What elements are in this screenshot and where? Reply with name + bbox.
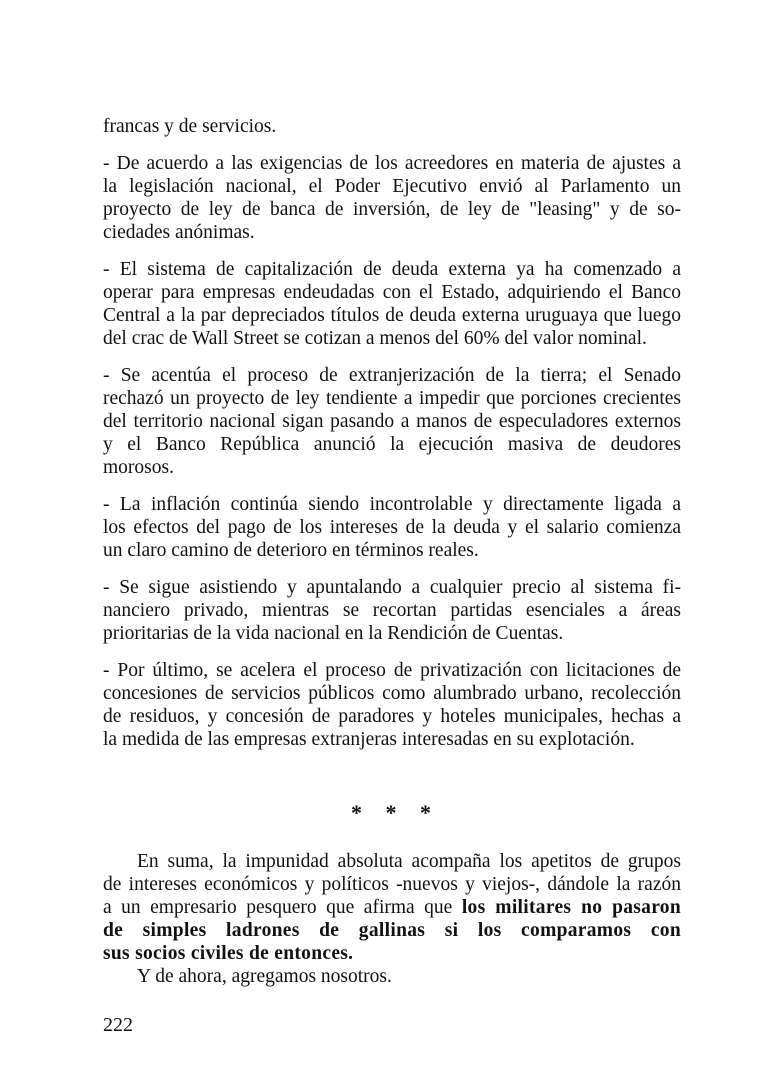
text-line: Y de ahora, agregamos nosotros.	[137, 966, 392, 987]
section-separator: * * *	[351, 800, 431, 825]
paragraph	[103, 493, 681, 562]
text-line: - La inflación continúa siendo incontrolable y directamente ligada a	[103, 494, 681, 515]
text-line: - Se sigue asistiendo y apuntalando a cualquier precio al sistema fi-	[103, 577, 681, 598]
text-line: la medida de las empresas extranjeras interesadas en su explotación.	[103, 729, 635, 750]
text-line	[103, 942, 681, 965]
text-line: nanciero privado, mientras se recortan partidas esenciales a áreas	[103, 600, 681, 621]
paragraph	[103, 115, 681, 138]
text-line: - Por último, se acelera el proceso de privatización con licitaciones de	[103, 660, 681, 681]
text-line: y el Banco República anunció la ejecución masiva de deudores	[103, 434, 681, 455]
text-line	[103, 896, 681, 919]
text-line: un claro camino de deterioro en términos reales.	[103, 540, 479, 561]
text-line: prioritarias de la vida nacional en la Rendición de Cuentas.	[103, 623, 564, 644]
text-line: del territorio nacional sigan pasando a manos de especuladores externos	[103, 411, 681, 432]
text-line: rechazó un proyecto de ley tendiente a impedir que porciones crecientes	[103, 388, 681, 409]
paragraph	[103, 258, 681, 350]
paragraph	[103, 364, 681, 479]
text-line: operar para empresas endeudadas con el Estado, adquiriendo el Banco	[103, 282, 681, 303]
text-line: En suma, la impunidad absoluta acompaña los apetitos de grupos	[137, 851, 681, 872]
text-line: morosos.	[103, 457, 174, 478]
bold-text: los militares no pasaron	[461, 897, 681, 918]
text-line: - Se acentúa el proceso de extranjerización de la tierra; el Senado	[103, 365, 681, 386]
text-line: Central a la par depreciados títulos de deuda externa uruguaya que luego	[103, 305, 681, 326]
text-line: - El sistema de capitalización de deuda externa ya ha comenzado a	[103, 259, 681, 280]
text-line: concesiones de servicios públicos como alumbrado urbano, recolección	[103, 683, 681, 704]
paragraph	[103, 965, 681, 988]
paragraph	[103, 850, 681, 965]
bold-text: sus socios civiles de entonces.	[103, 943, 354, 964]
paragraph	[103, 576, 681, 645]
text-segment: a un empresario pesquero que afirma que	[103, 897, 462, 918]
text-line: de residuos, y concesión de paradores y hoteles municipales, hechas a	[103, 706, 681, 727]
text-line: los efectos del pago de los intereses de la deuda y el salario comienza	[103, 517, 681, 538]
text-line: del crac de Wall Street se cotizan a menos del 60% del valor nominal.	[103, 328, 647, 349]
text-line: proyecto de ley de banca de inversión, de ley de "leasing" y de so-	[103, 199, 681, 220]
text-line: ciedades anónimas.	[103, 222, 255, 243]
paragraph	[103, 152, 681, 244]
text-line: - De acuerdo a las exigencias de los acreedores en materia de ajustes a	[103, 153, 681, 174]
page-number: 222	[103, 1014, 133, 1036]
text-line	[103, 919, 681, 942]
text-line: francas y de servicios.	[103, 116, 277, 137]
bold-text: de simples ladrones de gallinas si los comparamos con	[103, 920, 681, 941]
paragraph	[103, 659, 681, 751]
text-line: de intereses económicos y políticos -nuevos y viejos-, dándole la razón	[103, 874, 681, 895]
document-page	[103, 115, 681, 765]
text-line: la legislación nacional, el Poder Ejecutivo envió al Parlamento un	[103, 176, 681, 197]
document-closing	[103, 850, 681, 988]
